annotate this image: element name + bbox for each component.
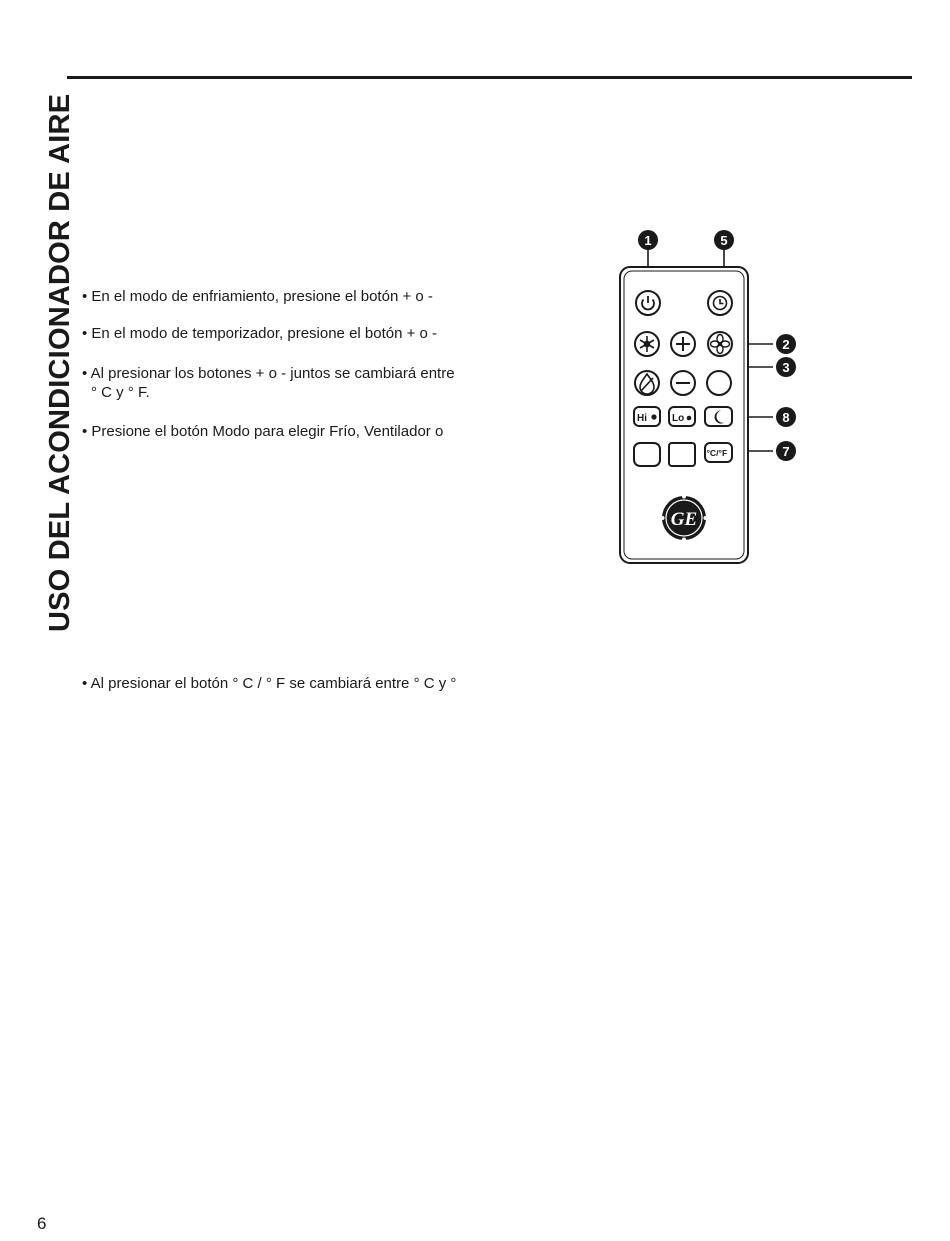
bullet-plus-minus-together [82,364,455,402]
svg-text:3: 3 [782,360,790,375]
bullet-cooling-mode: • En el modo de enfriamiento, presione el botón + o - [82,288,433,305]
timer-button [708,291,732,315]
plus-button [671,332,695,356]
bullet-timer-mode: • En el modo de temporizador, presione el botón + o - [82,325,438,342]
temp-unit-button [705,443,732,462]
svg-text:8: 8 [782,410,790,425]
blank-center-button [669,443,695,466]
side-section-title: USO DEL ACONDICIONADOR DE AIRE [44,93,76,632]
fan-dot-icon [651,414,656,419]
lo-fan-button [669,407,695,426]
blank-round-button [707,371,731,395]
callout-3 [776,357,796,377]
bullet-plus-minus-line-2: ° C y ° F. [91,384,150,401]
sleep-button [705,407,732,426]
bullet-plus-minus-line-1: • Al presionar los botones + o - juntos se cambiará entre [82,365,455,382]
callout-2 [776,334,796,354]
callout-5 [714,230,734,250]
lo-label: Lo [672,413,685,424]
remote-control-illustration [610,225,810,570]
power-button [636,291,660,315]
hi-fan-button [634,407,660,426]
cool-mode-button [635,332,659,356]
blank-left-button [634,443,660,466]
svg-text:2: 2 [782,337,790,352]
bullet-mode-button: • Presione el botón Modo para elegir Frío, Ventilador o [82,423,444,440]
ge-logo-text: GE [670,509,698,530]
svg-text:5: 5 [720,233,728,248]
temp-unit-label: °C/°F [706,448,728,458]
callout-1 [638,230,658,250]
fan-dot-icon [687,416,692,421]
callout-8 [776,407,796,427]
fan-button [708,332,732,356]
page-number: 6 [37,1214,47,1233]
header-rule [67,76,912,79]
hi-label: Hi [637,413,647,424]
minus-button [671,371,695,395]
callout-7 [776,441,796,461]
svg-text:7: 7 [782,444,790,459]
svg-text:1: 1 [644,233,652,248]
bullet-temp-unit-button: • Al presionar el botón ° C / ° F se cambiará entre ° C y ° [82,675,457,692]
dry-mode-button [635,371,659,395]
